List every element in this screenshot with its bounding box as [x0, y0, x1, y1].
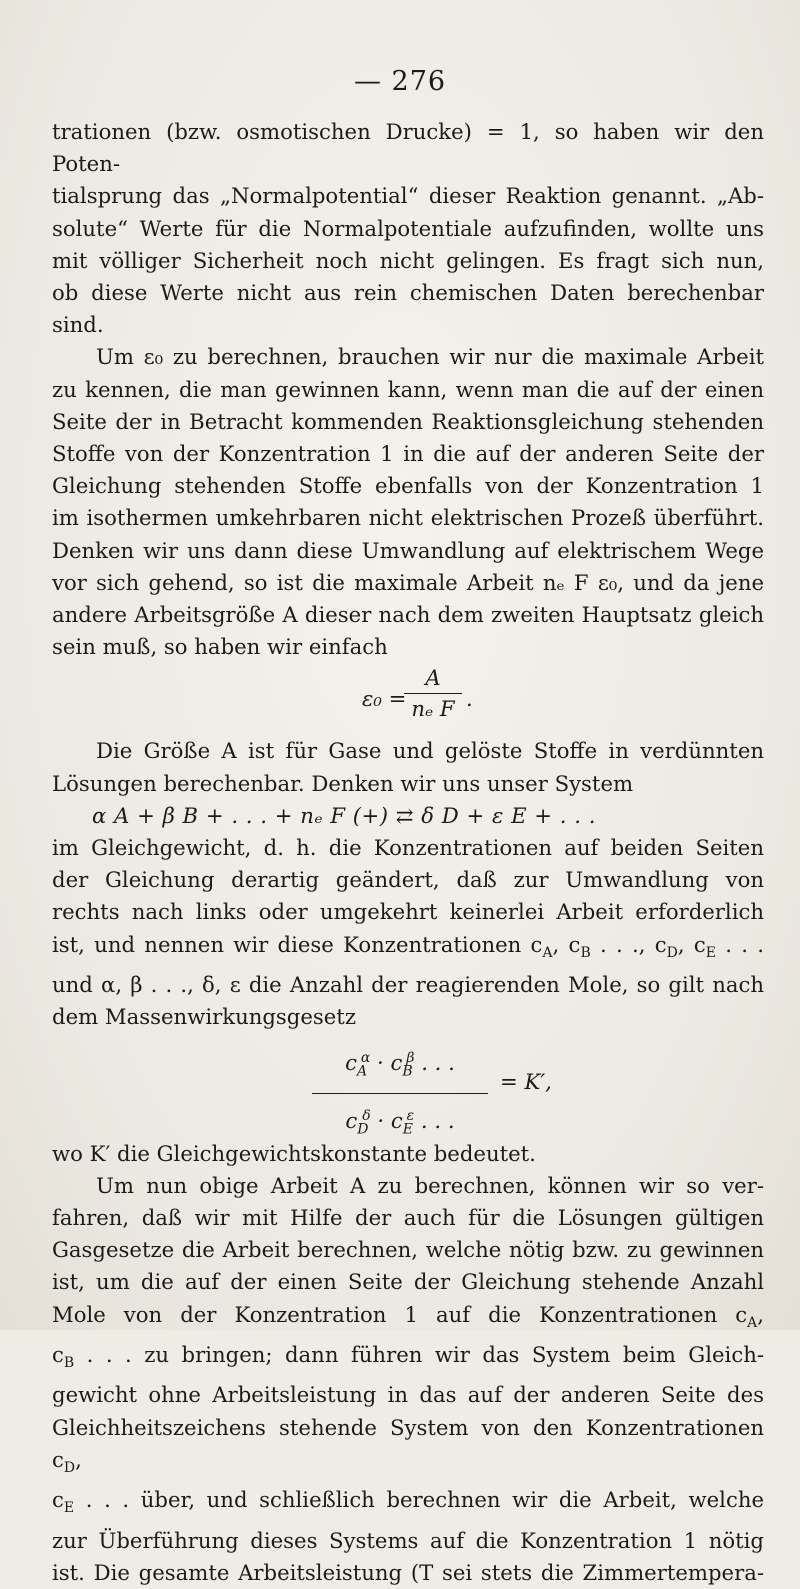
- text-line: mit völliger Sicherheit noch nicht gelingen. Es fragt sich nun,: [52, 247, 764, 273]
- text-line: Seite der in Betracht kommenden Reaktionsgleichung stehenden: [52, 408, 764, 434]
- text-line: ist. Die gesamte Arbeitsleistung (T sei stets die Zimmertempera-: [52, 1559, 764, 1585]
- fraction-denominator: nₑ F: [411, 696, 455, 722]
- paragraph-4: [52, 832, 764, 1033]
- text-line: Mole von der Konzentration 1 auf die Konzentrationen $c_A$,: [52, 1301, 764, 1331]
- text-line: dem Massenwirkungsgesetz: [52, 1004, 356, 1030]
- text-line: trationen (bzw. osmotischen Drucke) = 1, so haben wir den Poten-: [52, 119, 764, 177]
- text-line: Stoffe von der Konzentration 1 in die auf der anderen Seite der: [52, 441, 764, 467]
- text-line: Gasgesetze die Arbeit berechnen, welche nötig bzw. zu gewinnen: [52, 1237, 764, 1263]
- text-line: der Gleichung derartig geändert, daß zur Umwandlung von: [52, 867, 764, 893]
- text-line: Lösungen berechenbar. Denken wir uns unser System: [52, 770, 634, 796]
- text-line: fahren, daß wir mit Hilfe der auch für die Lösungen gültigen: [52, 1204, 764, 1230]
- text-line: solute“ Werte für die Normalpotentiale aufzufinden, wollte uns: [52, 215, 764, 241]
- fraction-bar: [404, 693, 462, 694]
- text-line: im Gleichgewicht, d. h. die Konzentrationen auf beiden Seiten: [52, 835, 764, 861]
- text-line: ist, um die auf der einen Seite der Gleichung stehende Anzahl: [52, 1269, 764, 1295]
- text-line: sein muß, so haben wir einfach: [52, 634, 388, 660]
- fraction-numerator: A: [425, 665, 441, 691]
- text-line: andere Arbeitsgröße A dieser nach dem zweiten Hauptsatz gleich: [52, 602, 764, 628]
- text-line: gewicht ohne Arbeitsleistung in das auf der anderen Seite des: [52, 1382, 764, 1408]
- paragraph-1: [52, 116, 764, 341]
- text-line: Die Größe A ist für Gase und gelöste Stoffe in verdünnten: [96, 738, 764, 764]
- text-line: vor sich gehend, so ist die maximale Arbeit nₑ F ε₀, und da jene: [52, 569, 764, 595]
- paragraph-6: [52, 1170, 764, 1589]
- formula-lhs: ε₀ =: [362, 686, 407, 712]
- text-line: zu kennen, die man gewinnen kann, wenn man die auf der einen: [52, 376, 764, 402]
- text-line: zur Überführung dieses Systems auf die Konzentration 1 nötig: [52, 1527, 764, 1553]
- text-line: wo K′ die Gleichgewichtskonstante bedeutet.: [52, 1140, 536, 1166]
- fraction-denominator: $c_D^\delta \cdot c_E^\varepsilon$ . . .: [345, 1107, 455, 1138]
- formula-fraction: [404, 665, 462, 722]
- text-line: Um ε₀ zu berechnen, brauchen wir nur die maximale Arbeit: [96, 344, 764, 370]
- text-line: und α, β . . ., δ, ε die Anzahl der reagierenden Mole, so gilt nach: [52, 972, 764, 998]
- fraction-numerator: $c_A^\alpha \cdot c_B^\beta$ . . .: [345, 1049, 455, 1079]
- formula-fraction: [312, 1036, 488, 1152]
- text-line: rechts nach links oder umgekehrt keinerlei Arbeit erforderlich: [52, 899, 764, 925]
- page-body: [52, 116, 764, 1589]
- formula-rhs: = K′,: [500, 1068, 552, 1094]
- text-line: Denken wir uns dann diese Umwandlung auf elektrischem Wege: [52, 537, 764, 563]
- text-line: $c_B$ . . . zu bringen; dann führen wir das System beim Gleich-: [52, 1341, 764, 1372]
- page-number: — 276: [353, 66, 447, 97]
- text-line: Gleichheitszeichens stehende System von den Konzentrationen $c_D$,: [52, 1414, 764, 1477]
- formula-mass-action: [52, 1034, 764, 1138]
- formula-period: .: [466, 686, 473, 712]
- paragraph-2: [52, 341, 764, 663]
- formula-epsilon: [52, 663, 764, 735]
- text-line: Um nun obige Arbeit A zu berechnen, können wir so ver-: [96, 1172, 764, 1198]
- text-line: ob diese Werte nicht aus rein chemischen Daten berechenbar sind.: [52, 280, 764, 338]
- reaction-equation: α A + β B + . . . + nₑ F (+) ⇄ δ D + ε E + . . .: [92, 802, 596, 828]
- text-line: im isothermen umkehrbaren nicht elektrischen Prozeß überführt.: [52, 505, 764, 531]
- text-line: tialsprung das „Normalpotential“ dieser Reaktion genannt. „Ab-: [52, 183, 764, 209]
- paragraph-3: [52, 735, 764, 799]
- text-line: Gleichung stehenden Stoffe ebenfalls von der Konzentration 1: [52, 473, 764, 499]
- text-line: $c_E$ . . . über, und schließlich berechnen wir die Arbeit, welche: [52, 1487, 764, 1517]
- text-line: ist, und nennen wir diese Konzentrationen $c_A$, $c_B$ . . ., $c_D$, $c_E$ . . .: [52, 931, 765, 961]
